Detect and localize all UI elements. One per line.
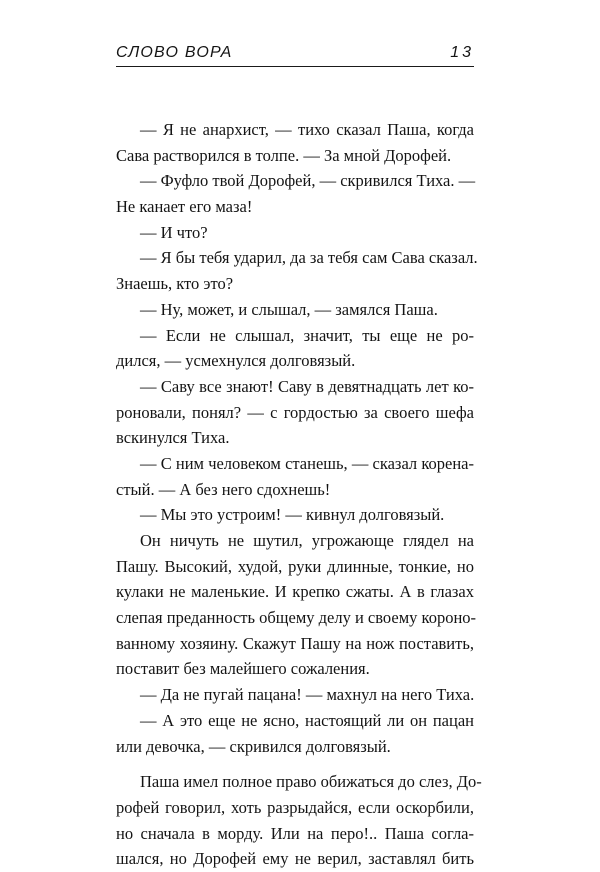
- text-line: Он ничуть не шутил, угрожающе глядел на: [140, 531, 474, 550]
- text-line: или девочка, — скривился долговязый.: [116, 736, 391, 756]
- text-line: Паша имел полное право обижаться до слез, До-: [140, 772, 482, 792]
- text-line: — Мы это устроим! — кивнул долговязый.: [140, 505, 445, 525]
- page-number: 13: [450, 44, 474, 61]
- text-line: — И что?: [140, 222, 208, 242]
- paragraph-gap: [116, 759, 474, 769]
- text-line: слепая преданность общему делу и своему короно-: [116, 608, 477, 628]
- text-line: — Если не слышал, значит, ты еще не ро-: [140, 325, 474, 345]
- text-line: ванному хозяину. Скажут Пашу на нож поставить,: [116, 633, 474, 653]
- text-line: — Ну, может, и слышал, — замялся Паша.: [140, 299, 438, 319]
- text-line: шался, но Дорофей ему не верил, заставлял бить: [116, 849, 474, 869]
- text-line: роновали, понял? — с гордостью за своего шефа: [116, 402, 474, 422]
- text-line: — Фуфло твой Дорофей, — скривился Тиха. —: [140, 171, 476, 191]
- text-line: — А это еще не ясно, настоящий ли он пацан: [140, 710, 474, 730]
- text-line: Пашу. Высокий, худой, руки длинные, тонкие, но: [116, 556, 474, 576]
- running-title: СЛОВО ВОРА: [116, 44, 233, 61]
- book-page: [116, 40, 482, 872]
- text-line: поставит без малейшего сожаления.: [116, 659, 370, 679]
- text-line: но сначала в морду. Или на перо!.. Паша согла-: [116, 823, 474, 843]
- text-line: вскинулся Тиха.: [116, 428, 230, 448]
- text-line: кулаки не маленькие. И крепко сжаты. А в глазах: [116, 582, 474, 602]
- text-line: дился, — усмехнулся долговязый.: [116, 351, 356, 371]
- page-header: [116, 40, 474, 67]
- body-text: [116, 117, 482, 872]
- text-line: — Саву все знают! Саву в девятнадцать лет ко-: [140, 376, 474, 396]
- text-line: Не канает его маза!: [116, 197, 253, 217]
- text-line: — Я не анархист, — тихо сказал Паша, когда: [140, 120, 474, 139]
- text-line: стый. — А без него сдохнешь!: [116, 479, 331, 499]
- text-line: — С ним человеком станешь, — сказал корена-: [140, 453, 474, 473]
- text-line: Сава растворился в толпе. — За мной Дорофей.: [116, 145, 452, 165]
- text-line: — Да не пугай пацана! — махнул на него Тиха.: [140, 685, 475, 705]
- text-line: рофей говорил, хоть разрыдайся, если оскорбили,: [116, 797, 474, 817]
- text-line: Знаешь, кто это?: [116, 274, 234, 294]
- text-line: — Я бы тебя ударил, да за тебя сам Сава сказал.: [140, 248, 478, 268]
